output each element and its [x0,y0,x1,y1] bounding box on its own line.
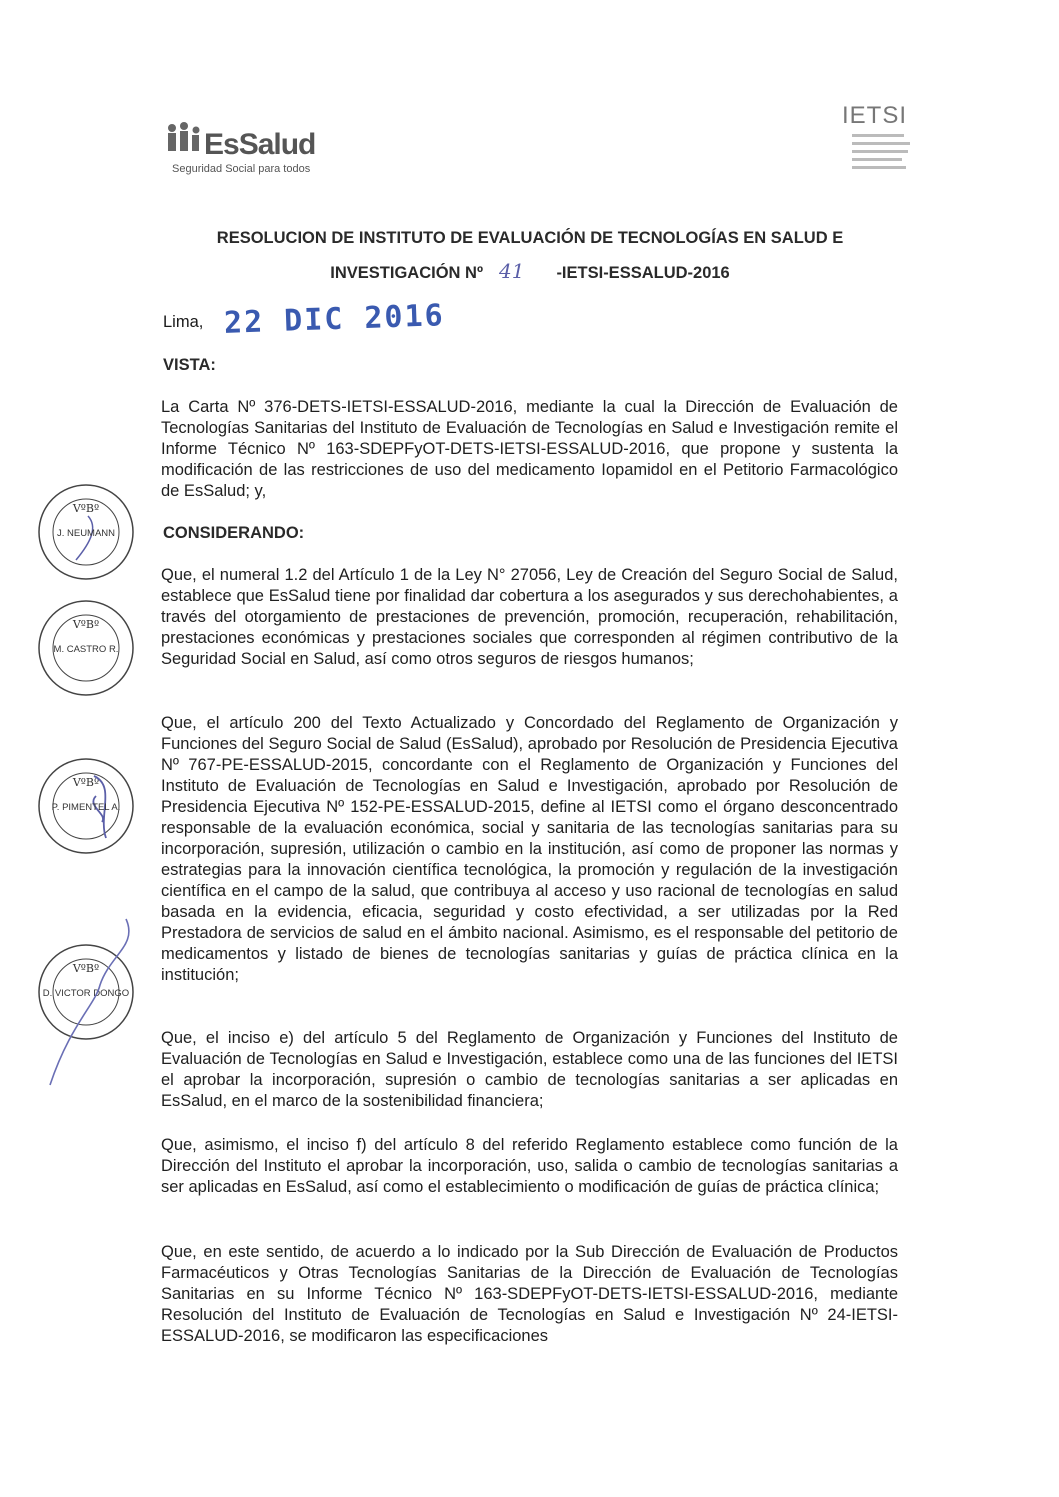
essalud-logo [162,118,362,180]
resolution-title-line2 [120,259,940,283]
ietsi-logo [836,102,926,182]
considerando-paragraph-5: Que, en este sentido, de acuerdo a lo indicado por la Sub Dirección de Evaluación de Productos Farmacéuticos y Otras Tecnologías Sanitarias de la Dirección de Evaluación de Tecnologías Sanitarias en su Informe Técnico Nº 163-SDEPFyOT-DETS-IETSI-ESSALUD-2016, mediante Resolución del Instituto de Evaluación de Tecnologías en Salud e Investigación Nº 24-IETSI-ESSALUD-2016, se modificaron las especificaciones [161,1243,898,1345]
vista-paragraph: La Carta Nº 376-DETS-IETSI-ESSALUD-2016, mediante la cual la Dirección de Evaluación de Tecnologías Sanitarias del Instituto de Evaluación de Tecnologías en Salud e Investigación remite el Informe Técnico Nº 163-SDEPFyOT-DETS-IETSI-ESSALUD-2016, que propone y sustenta la modificación de las restricciones de uso del medicamento Iopamidol en el Petitorio Farmacológico de EsSalud; y, [161,398,898,500]
seal-signer-name: D. VICTOR DONGO [42,988,130,999]
resolution-title-line1: RESOLUCION DE INSTITUTO DE EVALUACIÓN DE TECNOLOGÍAS EN SALUD E [216,229,844,247]
seal-signer-name: P. PIMENTEL A. [51,802,121,813]
seal-label: VºBº [72,962,100,975]
seal-label: VºBº [72,776,100,789]
title-suffix: -IETSI-ESSALUD-2016 [556,264,730,282]
considerando-paragraph-1: Que, el numeral 1.2 del Artículo 1 de la Ley N° 27056, Ley de Creación del Seguro Social de Salud, establece que EsSalud tiene por finalidad dar cobertura a los asegurados y sus derechohabientes, a través del otorgamiento de prestaciones de prevención, promoción, recuperación, rehabilitación, prestaciones económicas y prestaciones sociales que corresponden al régimen contributivo de la Seguridad Social en Salud, así como otros seguros de riesgos humanos; [161,566,898,668]
seal-signer-name: J. NEUMANN [56,528,116,539]
title-prefix: INVESTIGACIÓN Nº [330,264,483,282]
seal-label: VºBº [72,618,100,631]
ietsi-subtitle-lines [842,132,922,176]
approval-seal-2 [36,598,136,698]
approval-seal-3 [36,756,136,856]
signature-stroke-icon [40,915,140,1095]
ietsi-name: IETSI [842,102,908,129]
considerando-paragraph-3: Que, el inciso e) del artículo 5 del Reglamento de Organización y Funciones del Instituto de Evaluación de Tecnologías en Salud e Investigación, establece como una de las funciones del IETSI el aprobar la incorporación, supresión o cambio de tecnologías sanitarias a ser aplicadas en EsSalud, en el marco de la sostenibilidad financiera; [161,1029,898,1110]
approval-seal-1 [36,482,136,582]
brand-name: EsSalud [204,128,316,161]
date-stamp: 22 DIC 2016 [223,298,446,341]
handwritten-number: 41 [498,259,525,283]
brand-tagline: Seguridad Social para todos [172,163,311,175]
considerando-paragraph-2: Que, el artículo 200 del Texto Actualizado y Concordado del Reglamento de Organización y Funciones del Seguro Social de Salud (EsSalud), aprobado por Resolución de Presidencia Ejecutiva Nº 767-PE-ESSALUD-2015, concordante con el Reglamento de Organización y Funciones del Instituto de Evaluación de Tecnologías en Salud e Investigación, aprobado por Resolución de Presidencia Ejecutiva Nº 152-PE-ESSALUD-2015, define al IETSI como el órgano desconcentrado responsable de la evaluación económica, social y sanitaria de las tecnologías sanitarias para su incorporación, supresión, utilización o cambio en la institución, así como de proponer las normas y estrategias para la innovación científica tecnológica, la promoción y regulación de la investigación científica en el campo de la salud, que contribuya al acceso y uso racional de tecnologías en salud basada en la evidencia, eficacia, seguridad y costo efectividad, a ser utilizadas por la Red Prestadora de servicios de salud en el ámbito nacional. Asimismo, es el responsable del petitorio de medicamentos y listado de bienes de tecnologías sanitarias y guías de práctica clínica en la institución; [161,714,898,984]
seal-signer-name: M. CASTRO R. [53,644,119,655]
considerando-paragraph-4: Que, asimismo, el inciso f) del artículo 8 del referido Reglamento establece como función de la Dirección del Instituto el aprobar la incorporación, uso, salida o cambio de tecnologías sanitarias a ser aplicadas en EsSalud, así como el establecimiento o modificación de guías de práctica clínica; [161,1136,898,1196]
vista-heading: VISTA: [163,356,216,374]
considerando-heading: CONSIDERANDO: [163,524,305,542]
seal-label: VºBº [72,502,100,515]
family-figures-icon [166,122,206,158]
place-label: Lima, [163,313,204,331]
